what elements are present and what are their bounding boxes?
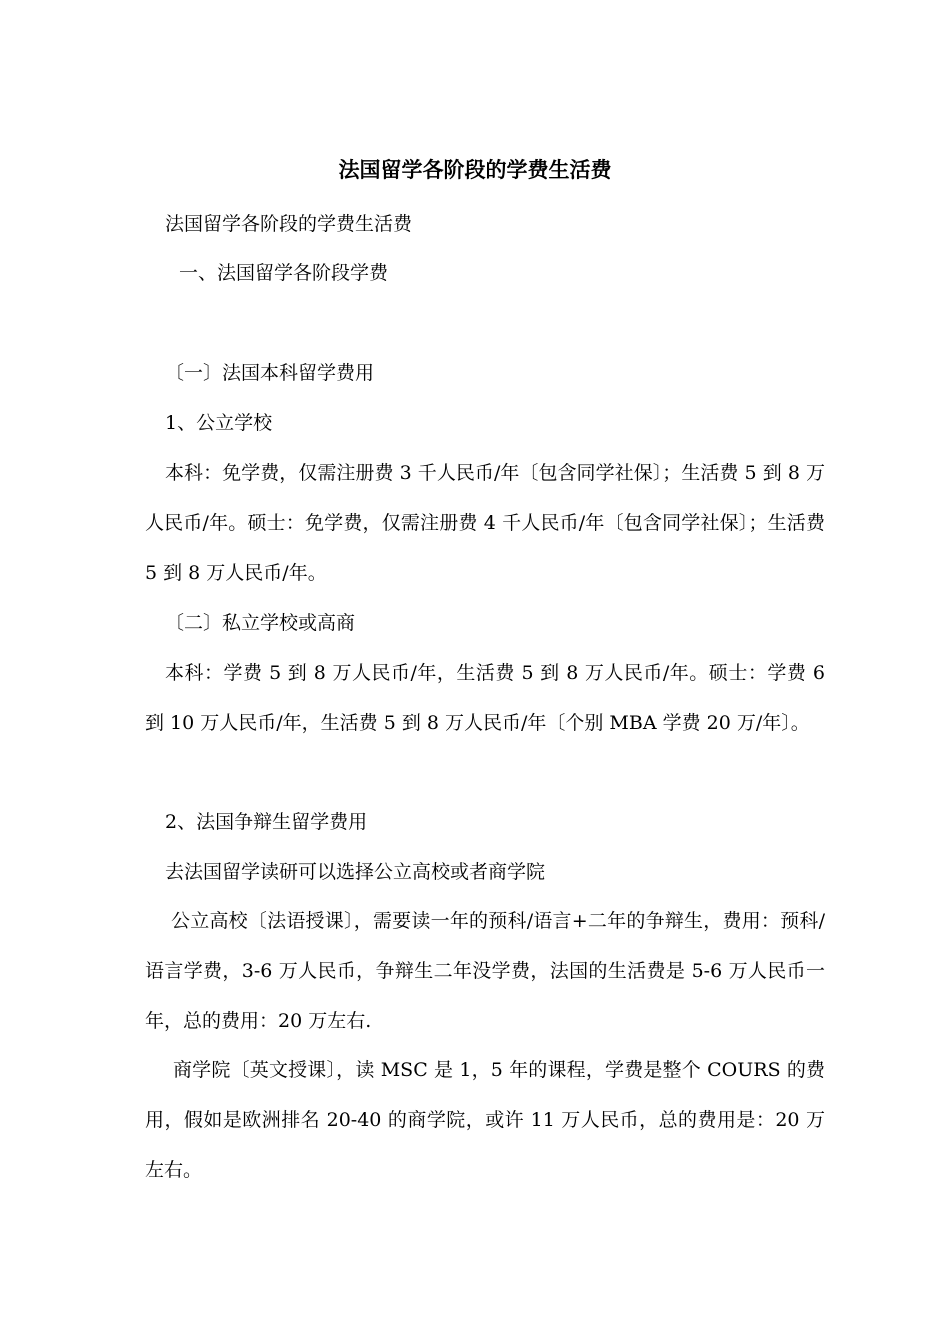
paragraph-private-fees: 本科：学费 5 到 8 万人民币/年，生活费 5 到 8 万人民币/年。硕士：学费 6 到 10 万人民币/年，生活费 5 到 8 万人民币/年〔个别 MBA 学费 20 万/年〕。 xyxy=(145,662,825,734)
paragraph-public-university: 公立高校〔法语授课〕，需要读一年的预科/语言+二年的争辩生，费用：预科/语言学费，3-6 万人民币，争辩生二年没学费，法国的生活费是 5-6 万人民币一年，总的费用：20 万左右. xyxy=(145,910,825,1032)
paragraph-heading-tuition: 一、法国留学各阶段学费 xyxy=(179,262,389,284)
paragraph-subtitle: 法国留学各阶段的学费生活费 xyxy=(165,213,413,235)
document-title: 法国留学各阶段的学费生活费 xyxy=(338,157,612,182)
paragraph-business-school: 商学院〔英文授课〕，读 MSC 是 1，5 年的课程，学费是整个 COURS 的费用，假如是欧洲排名 20-40 的商学院，或许 11 万人民币，总的费用是：20 万左右。 xyxy=(145,1059,825,1181)
paragraph-heading-private: 〔二〕私立学校或高商 xyxy=(165,612,356,634)
paragraph-heading-graduate: 2、法国争辩生留学费用 xyxy=(165,811,368,833)
paragraph-graduate-intro: 去法国留学读研可以选择公立高校或者商学院 xyxy=(165,861,546,883)
paragraph-public-school: 1、公立学校 xyxy=(165,412,273,434)
paragraph-heading-undergrad: 〔一〕法国本科留学费用 xyxy=(165,362,375,384)
paragraph-public-fees: 本科：免学费，仅需注册费 3 千人民币/年〔包含同学社保〕；生活费 5 到 8 万人民币/年。硕士：免学费，仅需注册费 4 千人民币/年〔包含同学社保〕；生活费 5 到 8 万人民币/年。 xyxy=(145,462,825,584)
